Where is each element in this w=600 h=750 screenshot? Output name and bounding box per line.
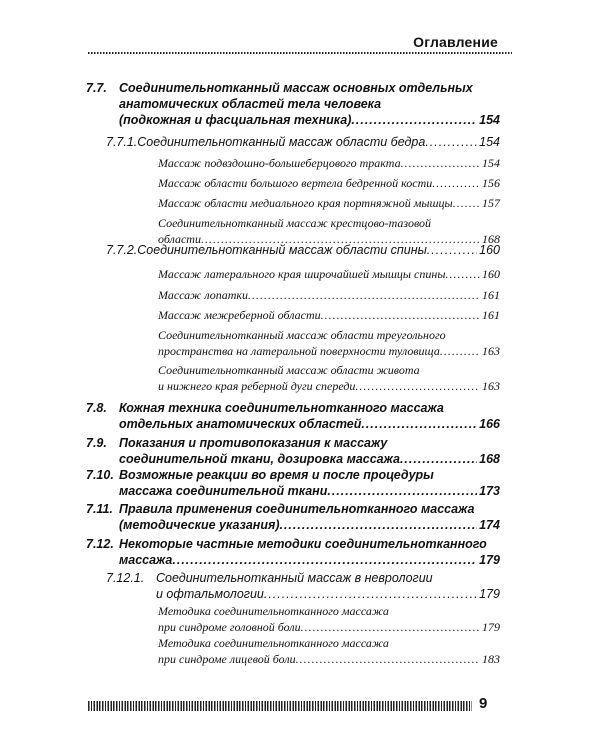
dot-leader — [321, 307, 480, 323]
toc-entry-title-line: области — [158, 232, 201, 246]
toc-entry-title-line: Соединительнотканный массаж области спины — [137, 243, 427, 257]
toc-page-number: 154 — [479, 135, 500, 149]
dot-leader — [351, 112, 477, 128]
toc-entry-title-line: (методические указания) — [119, 518, 280, 532]
toc-entry-item[interactable] — [158, 327, 500, 359]
toc-entry-7-7-1[interactable] — [106, 134, 500, 150]
toc-entry-title-line: массажа — [119, 553, 173, 567]
dot-leader — [400, 451, 477, 467]
toc-entry-number: 7.11. — [86, 502, 113, 516]
toc-entry-item[interactable] — [158, 155, 500, 171]
toc-entry-7-7[interactable] — [86, 80, 500, 128]
dot-leader — [296, 651, 480, 667]
toc-entry-title-line: Соединительнотканный массаж области треугольного — [158, 328, 446, 342]
dot-leader — [327, 483, 477, 499]
dot-leader — [301, 619, 480, 635]
toc-entry-item[interactable] — [158, 635, 500, 667]
toc-entry-item[interactable] — [158, 307, 500, 323]
toc-page-number: 161 — [482, 288, 500, 302]
toc-entry-item[interactable] — [158, 175, 500, 191]
footer-hatched-bar — [88, 701, 472, 711]
toc-page-number: 163 — [482, 344, 500, 358]
toc-entry-title-line: соединительной ткани, дозировка массажа — [119, 452, 400, 466]
dot-leader — [432, 175, 480, 191]
toc-page-number: 156 — [482, 176, 500, 190]
toc-entry-title-line: Массаж подвздошно-большеберцового тракта — [158, 156, 401, 170]
toc-entry-number: 7.12. — [86, 537, 114, 551]
toc-entry-title-line: Кожная техника соединительнотканного массажа — [119, 401, 444, 415]
toc-entry-7-12-1[interactable] — [106, 570, 500, 602]
toc-page-number: 161 — [482, 308, 500, 322]
dot-leader — [264, 586, 477, 602]
toc-entry-title-line: Массаж области большого вертела бедренной кости — [158, 176, 433, 190]
dot-leader — [427, 242, 477, 258]
toc-entry-number: 7.7. — [86, 81, 107, 95]
toc-page-number: 154 — [482, 156, 500, 170]
toc-page-number: 160 — [479, 243, 500, 257]
dot-leader — [279, 517, 477, 533]
toc-entry-number: 7.12.1. — [106, 571, 145, 585]
toc-entry-number: 7.7.2. — [106, 243, 138, 257]
toc-entry-number: 7.9. — [86, 436, 107, 450]
toc-entry-title-line: Соединительнотканный массаж в неврологии — [156, 571, 433, 585]
dot-leader — [361, 416, 477, 432]
page-number: 9 — [479, 695, 488, 712]
toc-entry-title-line: Массаж межреберной области — [158, 308, 321, 322]
toc-page-number: 157 — [482, 196, 500, 210]
dot-leader — [401, 155, 480, 171]
toc-page-number: 173 — [479, 484, 500, 498]
toc-entry-title-line: Массаж латерального края широчайшей мышцы спины — [158, 267, 446, 281]
dot-leader — [425, 134, 477, 150]
dot-leader — [172, 552, 477, 568]
toc-page-number: 168 — [479, 452, 500, 466]
dot-leader — [453, 195, 480, 211]
toc-page-number: 166 — [479, 417, 500, 431]
toc-entry-title-line: массажа соединительной ткани — [119, 484, 328, 498]
dot-leader — [445, 266, 480, 282]
toc-entry-title-line: Массаж области медиального края портняжной мышцы — [158, 196, 453, 210]
toc-entry-7-12[interactable] — [86, 536, 500, 568]
toc-entry-number: 7.8. — [86, 401, 107, 415]
dot-leader — [355, 378, 480, 394]
toc-entry-item[interactable] — [158, 195, 500, 211]
toc-entry-7-8[interactable] — [86, 400, 500, 432]
toc-page-number: 183 — [482, 652, 500, 666]
toc-entry-item[interactable] — [158, 362, 500, 394]
toc-entry-title-line: Некоторые частные методики соединительнотканного — [119, 537, 487, 551]
toc-entry-item[interactable] — [158, 266, 500, 282]
toc-entry-title-line: Методика соединительнотканного массажа — [158, 604, 389, 618]
toc-entry-item[interactable] — [158, 287, 500, 303]
toc-page-number: 168 — [482, 232, 500, 246]
header-dotted-rule — [88, 52, 512, 54]
toc-entry-7-10[interactable] — [86, 467, 500, 499]
toc-entry-title-line: Показания и противопоказания к массажу — [119, 436, 388, 450]
toc-page-number: 179 — [479, 587, 500, 601]
toc-entry-7-11[interactable] — [86, 501, 500, 533]
toc-page-number: 160 — [482, 267, 500, 281]
toc-entry-title-line: отдельных анатомических областей — [119, 417, 362, 431]
dot-leader — [440, 343, 480, 359]
toc-entry-title-line: при синдроме лицевой боли — [158, 652, 296, 666]
toc-entry-number: 7.7.1. — [106, 135, 138, 149]
toc-page-number: 154 — [479, 113, 500, 127]
toc-entry-title-line: анатомических областей тела человека — [119, 97, 382, 111]
toc-page-number: 179 — [479, 553, 500, 567]
toc-entry-title-line: (подкожная и фасциальная техника) — [119, 113, 352, 127]
toc-entry-title-line: Массаж лопатки — [158, 288, 248, 302]
running-header-title: Оглавление — [413, 34, 498, 50]
toc-entry-title-line: Соединительнотканный массаж области живота — [158, 363, 420, 377]
toc-entry-title-line: Правила применения соединительнотканного массажа — [119, 502, 475, 516]
toc-entry-title-line: Соединительнотканный массаж крестцово-тазовой — [158, 216, 432, 230]
dot-leader — [248, 287, 480, 303]
toc-entry-number: 7.10. — [86, 468, 114, 482]
toc-entry-7-7-2[interactable] — [106, 242, 500, 258]
toc-entry-title-line: Возможные реакции во время и после процедуры — [119, 468, 434, 482]
toc-entry-title-line: Соединительнотканный массаж области бедра — [137, 135, 426, 149]
toc-page-number: 179 — [482, 620, 500, 634]
toc-entry-title-line: и нижнего края реберной дуги спереди — [158, 379, 356, 393]
toc-entry-item[interactable] — [158, 603, 500, 635]
toc-entry-7-9[interactable] — [86, 435, 500, 467]
toc-page-number: 174 — [479, 518, 500, 532]
toc-entry-title-line: пространства на латеральной поверхности туловища — [158, 344, 440, 358]
toc-entry-title-line: при синдроме головной боли — [158, 620, 301, 634]
toc-entry-title-line: и офтальмологии — [156, 587, 264, 601]
toc-entry-title-line: Методика соединительнотканного массажа — [158, 636, 389, 650]
toc-entry-title-line: Соединительнотканный массаж основных отдельных — [119, 81, 473, 95]
toc-page-number: 163 — [482, 379, 500, 393]
